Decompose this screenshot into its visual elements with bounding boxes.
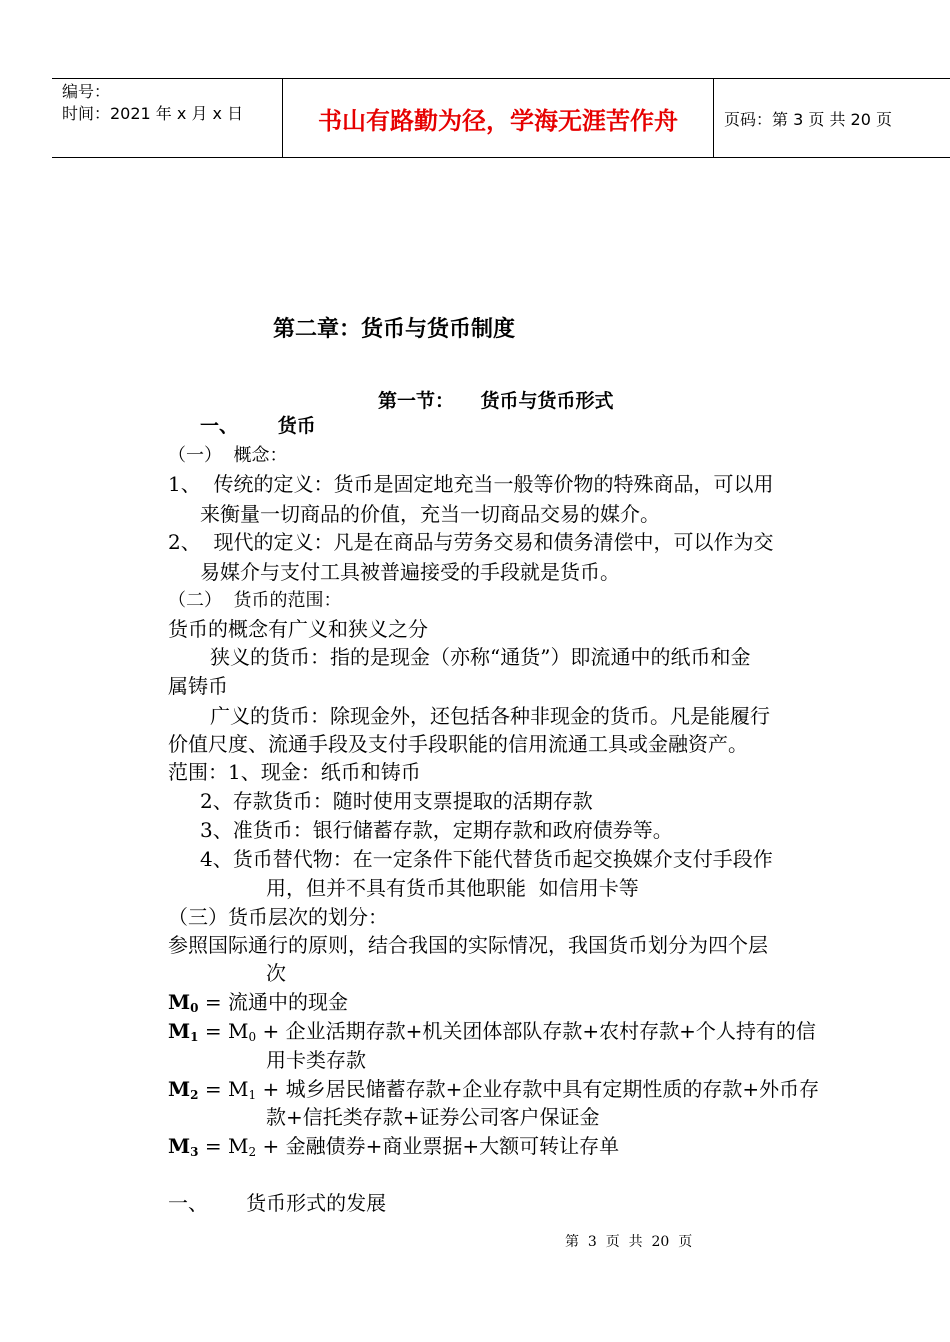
m1-text-subscript: 0 <box>248 1030 257 1044</box>
m3-text-rest: + 金融债券+商业票据+大额可转让存单 <box>256 1134 620 1158</box>
section-title: 第一节： 货币与货币形式 <box>378 390 614 412</box>
m2-definition-cont: 款+信托类存款+证券公司客户保证金 <box>266 1105 600 1129</box>
m0-subscript: 0 <box>190 1001 199 1015</box>
header-page-info: 页码：第 3 页 共 20 页 <box>724 110 892 129</box>
traditional-definition-cont: 来衡量一切商品的价值，充当一切商品交易的媒介。 <box>200 502 660 526</box>
m1-text: = M <box>198 1019 249 1043</box>
page-footer: 第 3 页 共 20 页 <box>565 1234 693 1250</box>
broad-money: 广义的货币：除现金外，还包括各种非现金的货币。凡是能履行 <box>210 704 770 728</box>
m1-subscript: 1 <box>190 1030 199 1044</box>
m1-symbol: M <box>168 1019 191 1043</box>
m1-text-rest: + 企业活期存款+机关团体部队存款+农村存款+个人持有的信 <box>256 1019 816 1043</box>
chapter-title: 第二章：货币与货币制度 <box>273 316 516 342</box>
narrow-money-cont: 属铸币 <box>168 674 228 698</box>
m3-text-subscript: 2 <box>248 1145 257 1159</box>
scope-heading: （二） 货币的范围： <box>168 590 342 611</box>
m2-text: = M <box>198 1077 249 1101</box>
range-item-3: 3、准货币：银行储蓄存款，定期存款和政府债券等。 <box>200 818 673 842</box>
range-item-4-cont: 用，但并不具有货币其他职能 如信用卡等 <box>266 876 639 900</box>
header-motto: 书山有路勤为径，学海无涯苦作舟 <box>318 105 678 135</box>
modern-definition-cont: 易媒介与支付工具被普遍接受的手段就是货币。 <box>200 560 620 584</box>
levels-intro: 参照国际通行的原则，结合我国的实际情况，我国货币划分为四个层 <box>168 933 768 957</box>
header-meta <box>62 81 243 125</box>
range-item-2: 2、存款货币：随时使用支票提取的活期存款 <box>200 789 593 813</box>
page-header <box>52 78 950 158</box>
m0-text: = 流通中的现金 <box>198 990 348 1014</box>
traditional-definition: 1、 传统的定义：货币是固定地充当一般等价物的特殊商品，可以用 <box>168 472 774 496</box>
broad-money-cont: 价值尺度、流通手段及支付手段职能的信用流通工具或金融资产。 <box>168 732 748 756</box>
levels-heading: （三）货币层次的划分： <box>168 905 388 929</box>
narrow-money: 狭义的货币：指的是现金（亦称“通货”）即流通中的纸币和金 <box>210 645 751 669</box>
m0-symbol: M <box>168 990 191 1014</box>
time-label: 时间：2021 年 x 月 x 日 <box>62 104 244 123</box>
m3-text: = M <box>198 1134 249 1158</box>
heading-money-forms: 一、 货币形式的发展 <box>168 1191 387 1215</box>
range-item-1: 范围：1、现金：纸币和铸币 <box>168 760 421 784</box>
m3-definition <box>168 1131 619 1167</box>
modern-definition: 2、 现代的定义：凡是在商品与劳务交易和债务清偿中，可以作为交 <box>168 530 774 554</box>
m2-subscript: 2 <box>190 1088 199 1102</box>
heading-money: 一、 货币 <box>200 415 316 437</box>
scope-intro: 货币的概念有广义和狭义之分 <box>168 617 428 641</box>
header-divider <box>713 79 714 157</box>
concept-heading: （一） 概念： <box>168 445 288 466</box>
m2-text-subscript: 1 <box>248 1088 257 1102</box>
m2-text-rest: + 城乡居民储蓄存款+企业存款中具有定期性质的存款+外币存 <box>256 1077 820 1101</box>
number-label: 编号： <box>62 82 111 101</box>
m3-symbol: M <box>168 1134 191 1158</box>
m2-symbol: M <box>168 1077 191 1101</box>
m3-subscript: 3 <box>190 1145 199 1159</box>
m1-definition-cont: 用卡类存款 <box>266 1048 366 1072</box>
levels-intro-cont: 次 <box>266 961 286 985</box>
range-item-4: 4、货币替代物：在一定条件下能代替货币起交换媒介支付手段作 <box>200 847 773 871</box>
